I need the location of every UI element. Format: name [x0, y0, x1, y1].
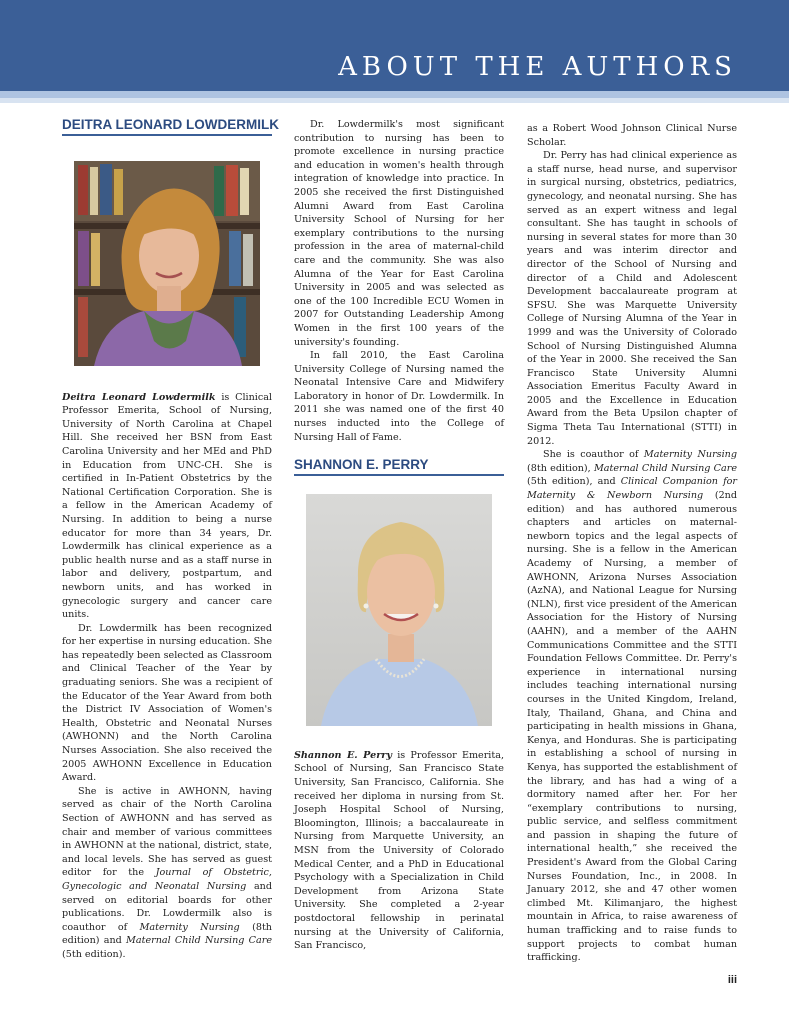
body-paragraph: as a Robert Wood Johnson Clinical Nurse Scholar.: [527, 123, 737, 148]
bio-paragraph: Deitra Leonard Lowdermilk is Clinical Professor Emerita, School of Nursing, University of North Carolina at Chapel Hill. She received her BSN from East Carolina University and her MEd and PhD in Education from UNC-CH. She is certified in In-Patient Obstetrics by the National Certification Corporation. She is a fellow in the American Academy of Nursing. In addition to being a nurse educator for more than 34 years, Dr. Lowdermilk has clinical experience as a public health nurse and as a staff nurse in labor and delivery, postpartum, and newborn units, and has worked in gynecologic surgery and cancer care units.: [62, 391, 272, 621]
author-heading-perry: SHANNON E. PERRY: [294, 458, 504, 476]
page-title: ABOUT THE AUTHORS: [338, 52, 737, 82]
body-paragraph: She is active in AWHONN, having served as chair of the North Carolina Section of AWHONN and has served as chair and member of various committees in AWHONN at the national, district, state, and local levels. She has served as guest editor for the Journal of Obstetric, Gynecologic and Neonatal Nursing and served on editorial boards for other publications. Dr. Lowdermilk also is coauthor of Maternity Nursing (8th edition) and Maternal Child Nursing Care (5th edition).: [62, 785, 272, 960]
body-paragraph: Dr. Perry has had clinical experience as a staff nurse, head nurse, and supervisor in surgical nursing, obstetrics, pediatrics, gynecology, and neonatal nursing. She has served as an expert witness and legal consultant. She has taught in schools of nursing in several states for more than 30 years and was interim director and director of the School of Nursing and director of a Child and Adolescent Development baccalaureate program at SFSU. She was Marquette University College of Nursing Alumna of the Year in 1999 and was the University of Colorado School of Nursing Distinguished Alumna of the Year in 2000. She received the San Francisco State University Alumni Association Emeritus Faculty Award in 2005 and the Excellence in Education Award from the Beta Upsilon chapter of Sigma Theta Tau International (STTI) in 2012.: [527, 150, 737, 447]
column-1: [62, 117, 279, 962]
body-paragraph: Dr. Lowdermilk's most significant contribution to nursing has been to promote excellence in nursing practice and education in women's health through integration of knowledge into practice. In 2005 she received the first Distinguished Alumni Award from East Carolina University School of Nursing for her exemplary contributions to the nursing profession in the area of maternal-child care and the community. She was also Alumna of the Year for East Carolina University in 2005 and was selected as one of the 100 Incredible ECU Women in 2007 for Outstanding Leadership Among Women in the first 100 years of the university's founding.: [294, 119, 504, 348]
header-stripe: [0, 91, 789, 98]
body-paragraph: In fall 2010, the East Carolina University College of Nursing named the Neonatal Intensive Care and Midwifery Laboratory in honor of Dr. Lowdermilk. In 2011 she was named one of the first 40 nurses inducted into the College of Nursing Hall of Fame.: [294, 350, 504, 443]
column-3: [527, 122, 737, 965]
header-banner: [0, 0, 789, 91]
author-photo-lowdermilk: [74, 161, 260, 366]
body-paragraph: She is coauthor of Maternity Nursing (8th edition), Maternal Child Nursing Care (5th edition), and Clinical Companion for Maternity & Newborn Nursing (2nd edition) and has authored numerous chapters and articles on maternal-newborn topics and the legal aspects of nursing. She is a fellow in the American Academy of Nursing, a member of AWHONN, Arizona Nurses Association (AzNA), and National League for Nursing (NLN), first vice president of the American Association for the History of Nursing (AAHN), and a member of the AAHN Communications Committee and the STTI Foundation Fellows Committee. Dr. Perry's experience in international nursing includes teaching international nursing courses in the United Kingdom, Ireland, Italy, Thailand, Ghana, and China and participating in health missions in Ghana, Kenya, and Honduras. She is participating in establishing a school of nursing in Kenya, has supported the establishment of the library, and has had a wing of a dormitory named after her. For her “exemplary contributions to nursing, public service, and selfless commitment and passion in shaping the future of international health,” she received the President's Award from the Global Caring Nurses Foundation, Inc., in 2008. In January 2012, she and 47 other women climbed Mt. Kilimanjaro, the highest mountain in Africa, to raise awareness of human trafficking and to raise funds to support projects to combat human trafficking.: [527, 449, 738, 964]
page-number: iii: [727, 974, 737, 986]
author-heading-lowdermilk: DEITRA LEONARD LOWDERMILK: [62, 118, 272, 136]
header-stripe-light: [0, 98, 789, 103]
author-photo-perry: [306, 494, 492, 726]
column-2: [294, 118, 504, 953]
bio-paragraph: Shannon E. Perry is Professor Emerita, School of Nursing, San Francisco State University, San Francisco, California. She received her diploma in nursing from St. Joseph Hospital School of Nursing, Bloomington, Illinois; a baccalaureate in Nursing from Marquette University, an MSN from the University of Colorado Medical Center, and a PhD in Educational Psychology with a Specialization in Child Development from Arizona State University. She completed a 2-year postdoctoral fellowship in perinatal nursing at the University of California, San Francisco,: [294, 749, 504, 952]
body-paragraph: Dr. Lowdermilk has been recognized for her expertise in nursing education. She has repeatedly been selected as Classroom and Clinical Teacher of the Year by graduating seniors. She was a recipient of the Educator of the Year Award from both the District IV Association of Women's Health, Obstetric and Neonatal Nurses (AWHONN) and the North Carolina Nurses Association. She also received the 2005 AWHONN Excellence in Education Award.: [62, 622, 272, 784]
